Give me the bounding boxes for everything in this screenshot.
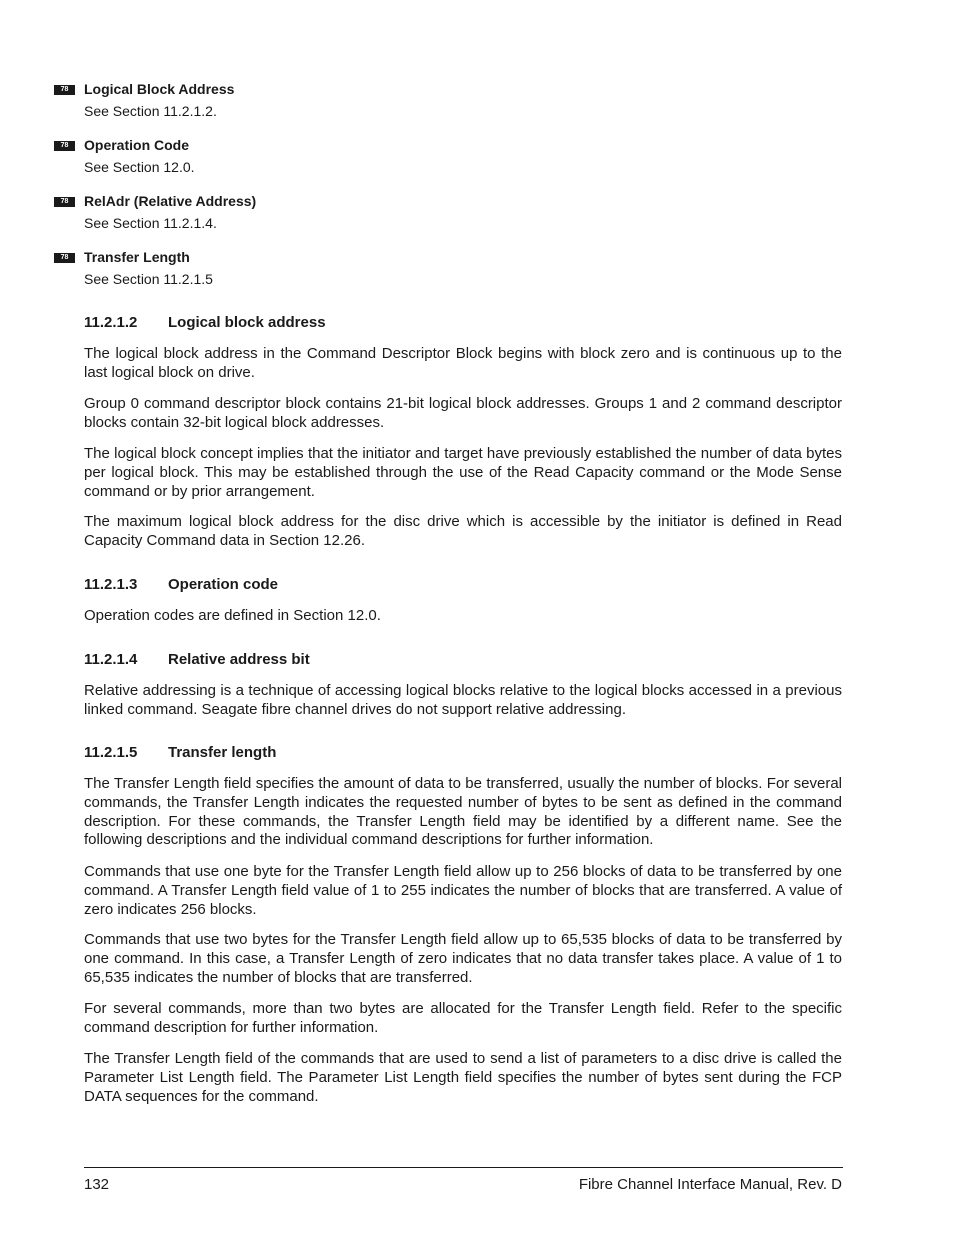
field-badge: 78 [54, 197, 75, 207]
manual-title: Fibre Channel Interface Manual, Rev. D [578, 1176, 842, 1193]
field-description: See Section 11.2.1.2. [84, 103, 217, 119]
section-heading [84, 314, 326, 332]
field-description: See Section 11.2.1.5 [84, 271, 213, 287]
paragraph: Commands that use one byte for the Transfer Length field allow up to 256 blocks of data to be transferred by one command. A Transfer Length field value of 1 to 255 indicates the number of blocks that are transferred. A value of zero indicates 256 blocks. [84, 863, 842, 918]
section-title: Relative address bit [168, 651, 310, 668]
section-heading [84, 744, 276, 762]
field-title: Transfer Length [84, 249, 190, 265]
section-title: Transfer length [168, 744, 277, 761]
field-badge: 78 [54, 85, 75, 95]
section-number: 11.2.1.4 [84, 651, 138, 668]
paragraph: Group 0 command descriptor block contains 21-bit logical block addresses. Groups 1 and 2 command descriptor blocks contain 32-bit logical block addresses. [84, 395, 842, 431]
field-title: Operation Code [84, 137, 190, 153]
paragraph: Commands that use two bytes for the Transfer Length field allow up to 65,535 blocks of data to be transferred by one command. In this case, a Transfer Length of zero indicates that no data transfer takes place. A value of 1 to 65,535 indicates the number of blocks that are transferred. [84, 931, 842, 986]
paragraph: The logical block concept implies that the initiator and target have previously established the number of data bytes per logical block. This may be established through the use of the Read Capacity command or the Mode Sense command or by prior arrangement. [84, 445, 842, 500]
section-number: 11.2.1.2 [84, 314, 138, 331]
section-heading [84, 651, 310, 669]
paragraph: The logical block address in the Command Descriptor Block begins with block zero and is continuous up to the last logical block on drive. [84, 345, 842, 381]
section-title: Operation code [168, 576, 279, 593]
paragraph: Operation codes are defined in Section 12.0. [84, 607, 381, 624]
paragraph: For several commands, more than two bytes are allocated for the Transfer Length field. Refer to the specific command description for further information. [84, 1000, 842, 1036]
field-badge: 78 [54, 253, 75, 263]
paragraph: The Transfer Length field specifies the amount of data to be transferred, usually the number of blocks. For several commands, the Transfer Length indicates the requested number of bytes to be sent as defined in the command description. For these commands, the Transfer Length field may be identified by a different name. See the following descriptions and the individual command descriptions for further information. [84, 775, 842, 849]
section-number: 11.2.1.5 [84, 744, 138, 761]
field-title: Logical Block Address [84, 81, 235, 97]
paragraph: The maximum logical block address for the disc drive which is accessible by the initiator is defined in Read Capacity Command data in Section 12.26. [84, 513, 842, 549]
section-number: 11.2.1.3 [84, 576, 138, 593]
paragraph: Relative addressing is a technique of accessing logical blocks relative to the logical blocks accessed in a previous linked command. Seagate fibre channel drives do not support relative addressing. [84, 682, 842, 718]
field-badge: 78 [54, 141, 75, 151]
section-heading [84, 576, 278, 594]
field-description: See Section 12.0. [84, 159, 195, 175]
footer-divider [84, 1167, 843, 1168]
field-description: See Section 11.2.1.4. [84, 215, 217, 231]
section-title: Logical block address [168, 314, 326, 331]
paragraph: The Transfer Length field of the commands that are used to send a list of parameters to a disc drive is called the Parameter List Length field. The Parameter List Length field specifies the number of bytes sent during the FCP DATA sequences for the command. [84, 1050, 842, 1105]
page-number: 132 [84, 1176, 110, 1193]
field-title: RelAdr (Relative Address) [84, 193, 257, 209]
